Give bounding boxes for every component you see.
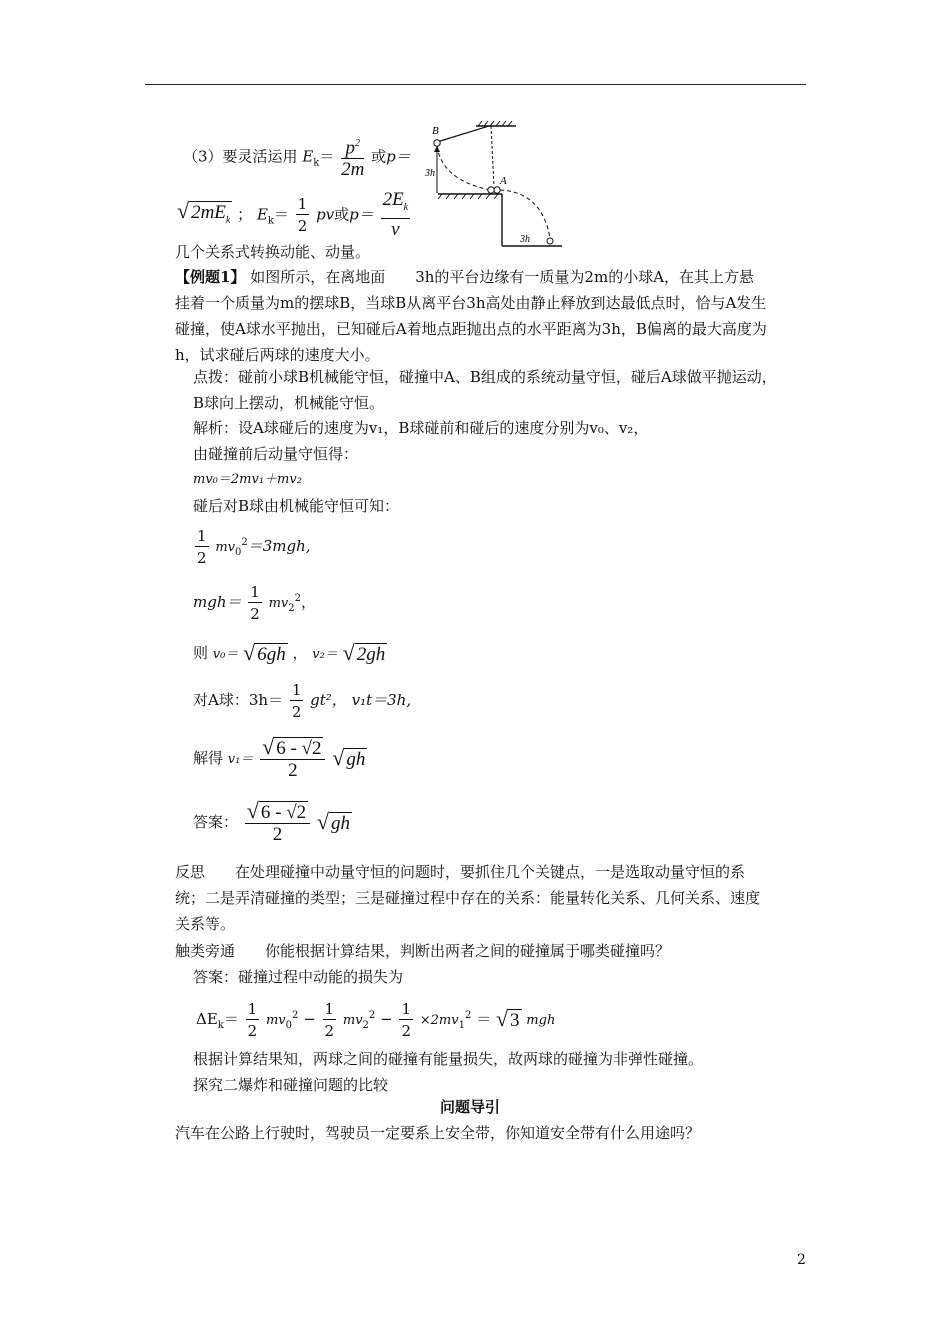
label-a: A bbox=[500, 175, 507, 187]
reflection: 反思 在处理碰撞中动量守恒的问题时，要抓住几个关键点，一是选取动量守恒的系 统；二是弄清碰撞的类型；三是碰撞过程中存在的关系：能量转化关系、几何关系、速度 关系等。 bbox=[175, 863, 761, 933]
ball-b bbox=[434, 140, 440, 146]
page-number: 2 bbox=[797, 1252, 806, 1268]
label-3h-left: 3h bbox=[425, 168, 435, 179]
solution-head: 解析：设A球碰后的速度为v₁，B球碰前和碰后的速度分别为v₀、v₂， 由碰撞前后动量守恒得： mv₀＝2mv₁＋mv₂ 碰后对B球由机械能守恒可知： bbox=[193, 419, 649, 515]
example-tag: 【例题1】 bbox=[175, 268, 246, 286]
eq-velocities: 则 v₀＝ √ 6gh ， v₂＝ √ 2gh bbox=[193, 640, 386, 665]
ball-a bbox=[494, 187, 500, 193]
extend-conclusion: 根据计算结果知，两球之间的碰撞有能量损失，故两球的碰撞为非弹性碰撞。 探究二爆炸和碰撞问题的比较 bbox=[193, 1050, 704, 1094]
section-text: 汽车在公路上行驶时，驾驶员一定要系上安全带，你知道安全带有什么用途吗？ bbox=[175, 1124, 701, 1142]
header-rule bbox=[145, 84, 806, 85]
label-3h-bottom: 3h bbox=[520, 234, 530, 245]
example-1: 【例题1】 如图所示，在离地面 3h的平台边缘有一质量为2m的小球A，在其上方悬 挂着一个质量为m的摆球B，当球B从离平台3h高处由静止释放到达最低点时，恰与A发生 碰撞，使A球水平抛出，已知碰后A着地点距抛出点的水平距离为3h，B偏离的最大高度为 h，试求碰后两球的速度大小。 bbox=[175, 268, 767, 364]
tip3-line1: （3）要灵活运用 $E_k=$ $\frac{p^2}{2m}$ 或p＝ bbox=[183, 134, 411, 182]
eq-result-v1: 解得 v₁＝ $\frac{√ 6 - √2}{2}$ √ gh bbox=[193, 733, 366, 781]
eq-energy-b-before: $\frac{1}{2}$ $mv_0^2=3mgh$, bbox=[197, 526, 311, 567]
eq-energy-b-after: mgh＝ $\frac{1}{2}$ $mv_2^2$， bbox=[193, 582, 317, 623]
section-heading: 问题导引 bbox=[440, 1098, 501, 1116]
eq-ball-a: 对A球：3h＝ $\frac{1}{2}$ gt²， v₁t＝3h, bbox=[193, 680, 412, 721]
eq-energy-loss: $\Delta E_k=$ $\frac{1}{2}$ $mv_0^2$ − $\frac{1}{2}$ $mv_2^2$ − $\frac{1}{2}$ $\times 2mv_1^2$ ＝ √ 3 mgh bbox=[196, 999, 556, 1040]
extend: 触类旁通 你能根据计算结果，判断出两者之间的碰撞属于哪类碰撞吗？ 答案：碰撞过程中动能的损失为 bbox=[175, 942, 671, 986]
answer: 答案： $\frac{√ 6 - √2}{2}$ √ gh bbox=[193, 797, 350, 845]
tip3-tail: 几个关系式转换动能、动量。 bbox=[175, 243, 371, 261]
pendulum-figure bbox=[424, 118, 564, 250]
hint: 点拨：碰前小球B机械能守恒，碰撞中A、B组成的系统动量守恒，碰后A球做平抛运动， B球向上摆动，机械能守恒。 bbox=[193, 368, 777, 412]
tip3-line2: √ $2mE_k$ ； $E_k=$ $\frac{1}{2}$ pv或p＝ $\frac{2E_k}{v}$ bbox=[177, 189, 409, 240]
label-b: B bbox=[432, 125, 439, 137]
